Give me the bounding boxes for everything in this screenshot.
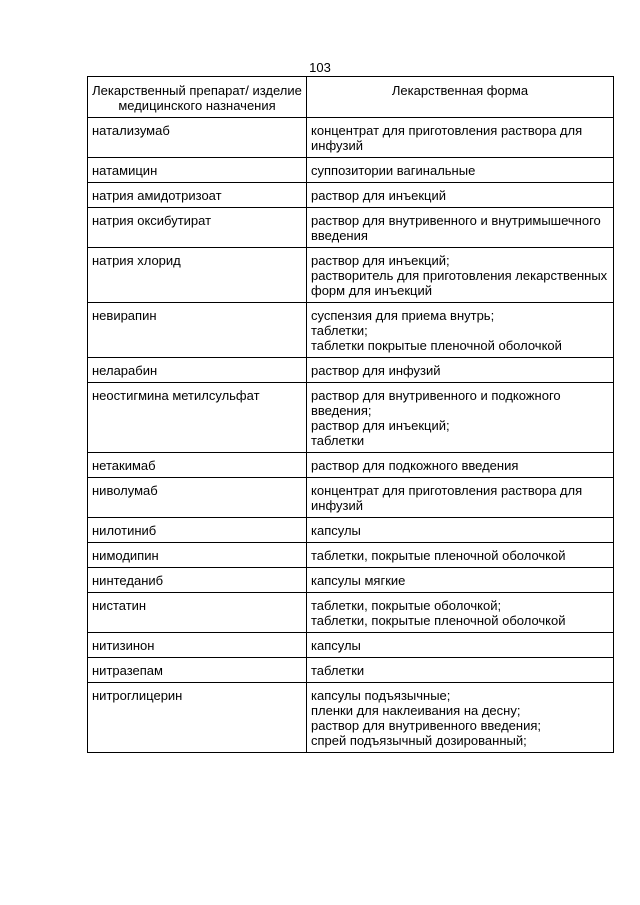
table-row xyxy=(88,303,614,358)
drug-name-cell: нитизинон xyxy=(88,633,307,658)
dosage-form-cell xyxy=(307,593,614,633)
header-drug-name: Лекарственный препарат/ изделие медицинского назначения xyxy=(88,77,307,118)
table-row xyxy=(88,383,614,453)
drug-name-cell: нетакимаб xyxy=(88,453,307,478)
dosage-form-line: раствор для инъекций; xyxy=(311,418,450,433)
drug-name-cell: нилотиниб xyxy=(88,518,307,543)
drug-table xyxy=(87,76,614,753)
table-row xyxy=(88,118,614,158)
table-row xyxy=(88,633,614,658)
table-row xyxy=(88,568,614,593)
drug-name-cell: невирапин xyxy=(88,303,307,358)
dosage-form-line: таблетки, покрытые пленочной оболочкой xyxy=(311,613,566,628)
table-row xyxy=(88,208,614,248)
dosage-form-cell xyxy=(307,303,614,358)
table-body xyxy=(88,118,614,753)
dosage-form-cell xyxy=(307,158,614,183)
dosage-form-line: раствор для инфузий xyxy=(311,363,441,378)
dosage-form-line: раствор для внутривенного и внутримышечного введения xyxy=(311,213,601,243)
table-row xyxy=(88,658,614,683)
dosage-form-line: растворитель для приготовления лекарственных форм для инъекций xyxy=(311,268,608,298)
dosage-form-line: раствор для внутривенного введения; xyxy=(311,718,541,733)
table-row xyxy=(88,683,614,753)
dosage-form-line: капсулы xyxy=(311,638,361,653)
drug-name-cell: нинтеданиб xyxy=(88,568,307,593)
table-row xyxy=(88,158,614,183)
drug-name-cell: нистатин xyxy=(88,593,307,633)
drug-name-cell: нитразепам xyxy=(88,658,307,683)
drug-name-cell: неларабин xyxy=(88,358,307,383)
dosage-form-line: капсулы мягкие xyxy=(311,573,406,588)
table-row xyxy=(88,593,614,633)
dosage-form-cell xyxy=(307,683,614,753)
dosage-form-cell xyxy=(307,453,614,478)
dosage-form-line: раствор для внутривенного и подкожного введения; xyxy=(311,388,561,418)
dosage-form-cell xyxy=(307,183,614,208)
dosage-form-line: таблетки, покрытые пленочной оболочкой xyxy=(311,548,566,563)
dosage-form-cell xyxy=(307,478,614,518)
table-row xyxy=(88,518,614,543)
table-row xyxy=(88,543,614,568)
dosage-form-line: раствор для подкожного введения xyxy=(311,458,519,473)
dosage-form-line: раствор для инъекций xyxy=(311,188,447,203)
drug-name-cell: натрия амидотризоат xyxy=(88,183,307,208)
table-row xyxy=(88,478,614,518)
drug-name-cell: нимодипин xyxy=(88,543,307,568)
table-row xyxy=(88,248,614,303)
dosage-form-line: таблетки xyxy=(311,663,365,678)
table-header-row xyxy=(88,77,614,118)
table-row xyxy=(88,358,614,383)
dosage-form-line: концентрат для приготовления раствора для инфузий xyxy=(311,123,583,153)
drug-name-cell: натамицин xyxy=(88,158,307,183)
drug-name-cell: натрия оксибутират xyxy=(88,208,307,248)
dosage-form-cell xyxy=(307,568,614,593)
dosage-form-line: таблетки покрытые пленочной оболочкой xyxy=(311,338,562,353)
dosage-form-cell xyxy=(307,358,614,383)
page-number: 103 xyxy=(309,60,331,75)
drug-name-cell: ниволумаб xyxy=(88,478,307,518)
dosage-form-line: суспензия для приема внутрь; xyxy=(311,308,495,323)
header-dosage-form: Лекарственная форма xyxy=(307,77,614,118)
dosage-form-line: таблетки; xyxy=(311,323,368,338)
dosage-form-line: таблетки xyxy=(311,433,365,448)
dosage-form-cell xyxy=(307,118,614,158)
dosage-form-cell xyxy=(307,208,614,248)
drug-name-cell: нитроглицерин xyxy=(88,683,307,753)
drug-name-cell: неостигмина метилсульфат xyxy=(88,383,307,453)
dosage-form-line: суппозитории вагинальные xyxy=(311,163,476,178)
dosage-form-line: пленки для наклеивания на десну; xyxy=(311,703,521,718)
dosage-form-line: раствор для инъекций; xyxy=(311,253,450,268)
dosage-form-cell xyxy=(307,543,614,568)
dosage-form-cell xyxy=(307,633,614,658)
table-row xyxy=(88,183,614,208)
drug-name-cell: натрия хлорид xyxy=(88,248,307,303)
dosage-form-line: капсулы xyxy=(311,523,361,538)
dosage-form-cell xyxy=(307,383,614,453)
dosage-form-line: спрей подъязычный дозированный; xyxy=(311,733,527,748)
dosage-form-line: капсулы подъязычные; xyxy=(311,688,451,703)
dosage-form-cell xyxy=(307,658,614,683)
dosage-form-line: концентрат для приготовления раствора для инфузий xyxy=(311,483,583,513)
dosage-form-line: таблетки, покрытые оболочкой; xyxy=(311,598,502,613)
table-row xyxy=(88,453,614,478)
drug-name-cell: натализумаб xyxy=(88,118,307,158)
dosage-form-cell xyxy=(307,518,614,543)
dosage-form-cell xyxy=(307,248,614,303)
